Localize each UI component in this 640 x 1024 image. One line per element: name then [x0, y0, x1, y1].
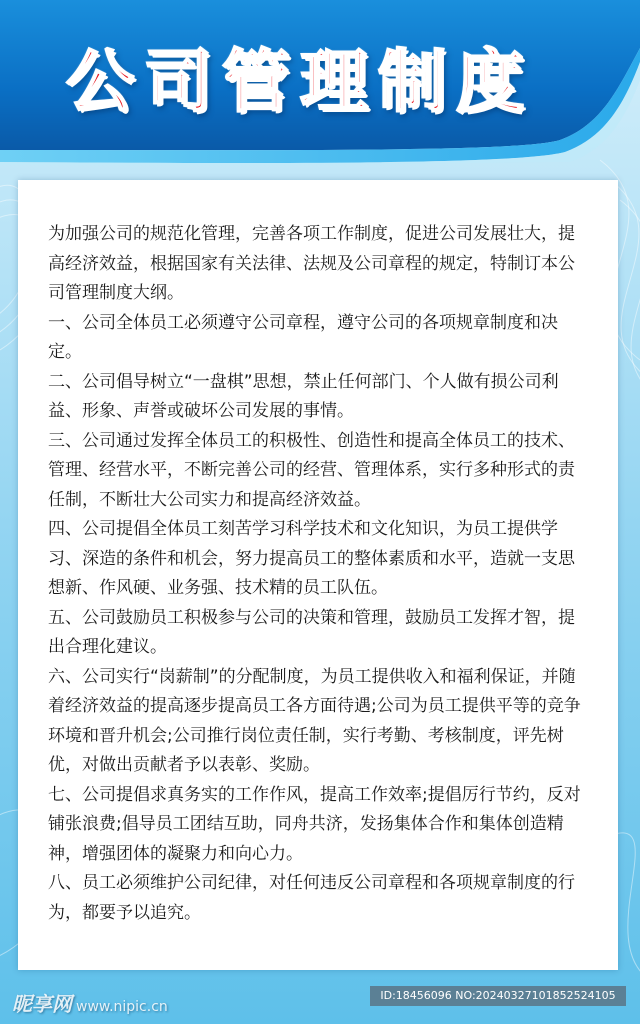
watermark-brand: 昵享网 [12, 992, 72, 1016]
clause-2: 二、公司倡导树立“一盘棋”思想，禁止任何部门、个人做有损公司利益、形象、声誉或破坏公司发展的事情。 [48, 371, 559, 421]
clause-7: 七、公司提倡求真务实的工作作风，提高工作效率;提倡厉行节约，反对铺张浪费;倡导员工团结互助，同舟共济，发扬集体合作和集体创造精神，增强团体的凝聚力和向心力。 [48, 784, 581, 864]
regulation-text [48, 220, 588, 928]
clause-5: 五、公司鼓励员工积极参与公司的决策和管理，鼓励员工发挥才智，提出合理化建议。 [48, 607, 575, 657]
image-id-bar: ID:18456096 NO:20240327101852524105 [370, 986, 626, 1006]
clause-6: 六、公司实行“岗薪制”的分配制度，为员工提供收入和福利保证，并随着经济效益的提高逐步提高员工各方面待遇;公司为员工提供平等的竞争环境和晋升机会;公司推行岗位责任制，实行考勤、考核制度，评先树优，对做出贡献者予以表彰、奖励。 [48, 666, 581, 775]
clause-1: 一、公司全体员工必须遵守公司章程，遵守公司的各项规章制度和决定。 [48, 312, 558, 362]
clause-8: 八、员工必须维护公司纪律，对任何违反公司章程和各项规章制度的行为，都要予以追究。 [48, 873, 575, 923]
clause-4: 四、公司提倡全体员工刻苦学习科学技术和文化知识，为员工提供学习、深造的条件和机会，努力提高员工的整体素质和水平，造就一支思想新、作风硬、业务强、技术精的员工队伍。 [48, 519, 575, 598]
watermark-url: www.nipic.cn [76, 999, 168, 1015]
clause-3: 三、公司通过发挥全体员工的积极性、创造性和提高全体员工的技术、管理、经营水平，不断完善公司的经营、管理体系，实行多种形式的责任制，不断壮大公司实力和提高经济效益。 [48, 430, 575, 510]
page-title: 公司管理制度 [65, 43, 534, 122]
site-watermark [12, 988, 168, 1017]
content-panel [18, 180, 618, 970]
intro-paragraph: 为加强公司的规范化管理，完善各项工作制度，促进公司发展壮大，提高经济效益，根据国家有关法律、法规及公司章程的规定，特制订本公司管理制度大纲。 [48, 224, 575, 303]
